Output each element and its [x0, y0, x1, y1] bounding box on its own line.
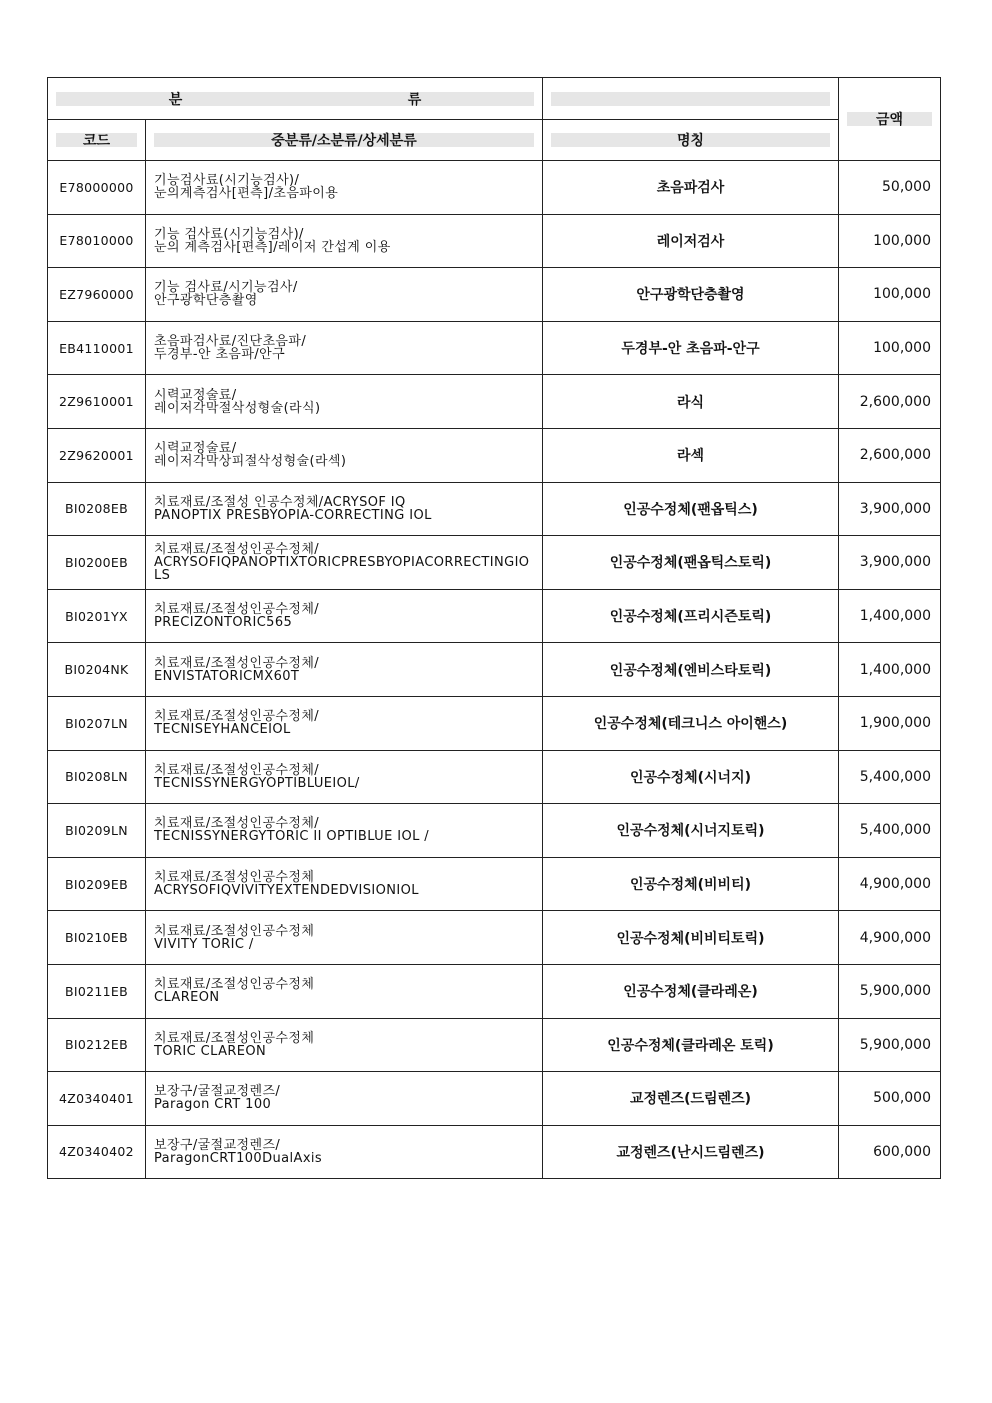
row-category — [146, 375, 543, 429]
header-group-label: 분 류 — [56, 92, 534, 106]
fee-table — [47, 77, 941, 1179]
row-code: 2Z9620001 — [48, 428, 146, 482]
row-category-line1: 치료재료/조절성인공수정체 — [154, 870, 315, 886]
row-category — [146, 536, 543, 590]
row-amount: 4,900,000 — [839, 857, 941, 911]
row-category — [146, 1018, 543, 1072]
table-row — [48, 428, 941, 482]
row-name: 레이저검사 — [543, 214, 839, 268]
row-code: E78010000 — [48, 214, 146, 268]
row-category-line2: PANOPTIX PRESBYOPIA-CORRECTING IOL — [154, 507, 432, 523]
row-category-line1: 보장구/굴절교정렌즈/ — [154, 1137, 281, 1153]
table-row — [48, 857, 941, 911]
row-category-line2: ParagonCRT100DualAxis — [154, 1150, 323, 1166]
row-amount: 1,900,000 — [839, 696, 941, 750]
row-name: 인공수정체(클라레온 토릭) — [543, 1018, 839, 1072]
row-category-line2: ACRYSOFIQVIVITYEXTENDEDVISIONIOL — [154, 883, 419, 899]
header-row-columns — [48, 120, 941, 161]
row-amount: 3,900,000 — [839, 536, 941, 590]
row-category — [146, 857, 543, 911]
row-code: E78000000 — [48, 161, 146, 215]
row-amount: 100,000 — [839, 268, 941, 322]
table-row — [48, 964, 941, 1018]
row-name: 교정렌즈(드림렌즈) — [543, 1072, 839, 1126]
row-amount: 5,400,000 — [839, 750, 941, 804]
row-category-line2: PRECIZONTORIC565 — [154, 615, 293, 631]
row-name: 인공수정체(테크니스 아이핸스) — [543, 696, 839, 750]
row-amount: 3,900,000 — [839, 482, 941, 536]
row-category-line1: 기능 검사료(시기능검사)/ — [154, 226, 304, 242]
row-category-line1: 치료재료/조절성인공수정체 — [154, 1030, 315, 1046]
row-category-line1: 치료재료/조절성인공수정체/ — [154, 762, 320, 778]
table-row — [48, 482, 941, 536]
row-category-line2: TECNISEYHANCEIOL — [154, 722, 291, 738]
row-code: BI0209LN — [48, 804, 146, 858]
header-group-cell — [48, 78, 543, 120]
row-category-line2: ENVISTATORICMX60T — [154, 668, 300, 684]
row-amount: 100,000 — [839, 214, 941, 268]
row-code: 4Z0340402 — [48, 1125, 146, 1179]
row-category — [146, 964, 543, 1018]
row-name: 교정렌즈(난시드림렌즈) — [543, 1125, 839, 1179]
header-row-group — [48, 78, 941, 120]
row-amount: 5,900,000 — [839, 964, 941, 1018]
row-name: 인공수정체(클라레온) — [543, 964, 839, 1018]
row-code: BI0200EB — [48, 536, 146, 590]
row-code: BI0208LN — [48, 750, 146, 804]
row-name: 라섹 — [543, 428, 839, 482]
row-category-line1: 치료재료/조절성인공수정체/ — [154, 541, 320, 557]
row-category-line1: 치료재료/조절성 인공수정체/ACRYSOF IQ — [154, 494, 406, 510]
row-category — [146, 1125, 543, 1179]
row-name: 두경부-안 초음파-안구 — [543, 321, 839, 375]
row-category-line2: 레이저각막상피절삭성형술(라섹) — [154, 454, 347, 470]
row-code: BI0207LN — [48, 696, 146, 750]
row-category — [146, 268, 543, 322]
row-code: 4Z0340401 — [48, 1072, 146, 1126]
row-category — [146, 696, 543, 750]
row-category-line1: 치료재료/조절성인공수정체/ — [154, 602, 320, 618]
row-category-line2: TORIC CLAREON — [154, 1043, 267, 1059]
row-category — [146, 161, 543, 215]
row-name: 인공수정체(비비티) — [543, 857, 839, 911]
row-amount: 500,000 — [839, 1072, 941, 1126]
row-category-line2: TECNISSYNERGYTORIC II OPTIBLUE IOL / — [154, 829, 430, 845]
row-category-line1: 치료재료/조절성인공수정체/ — [154, 709, 320, 725]
row-code: BI0209EB — [48, 857, 146, 911]
table-row — [48, 161, 941, 215]
row-category-line2: Paragon CRT 100 — [154, 1097, 272, 1113]
row-category — [146, 589, 543, 643]
row-name: 인공수정체(엔비스타토릭) — [543, 643, 839, 697]
row-category — [146, 1072, 543, 1126]
row-category-line1: 기능검사료(시기능검사)/ — [154, 173, 300, 189]
row-amount: 2,600,000 — [839, 428, 941, 482]
row-code: BI0204NK — [48, 643, 146, 697]
row-category-line1: 시력교정술료/ — [154, 441, 237, 457]
row-code: EB4110001 — [48, 321, 146, 375]
row-code: BI0212EB — [48, 1018, 146, 1072]
row-amount: 5,400,000 — [839, 804, 941, 858]
header-code-cell — [48, 120, 146, 161]
table-row — [48, 643, 941, 697]
row-category-line2: 눈의 계측검사[편측]/레이저 간섭계 이용 — [154, 239, 391, 255]
header-category-cell — [146, 120, 543, 161]
row-name: 인공수정체(프리시즌토릭) — [543, 589, 839, 643]
row-amount: 600,000 — [839, 1125, 941, 1179]
row-amount: 100,000 — [839, 321, 941, 375]
row-name: 안구광학단층촬영 — [543, 268, 839, 322]
row-code: BI0210EB — [48, 911, 146, 965]
row-code: BI0208EB — [48, 482, 146, 536]
header-name: 명칭 — [551, 133, 830, 147]
row-category-line1: 치료재료/조절성인공수정체/ — [154, 816, 320, 832]
row-category — [146, 482, 543, 536]
header-code: 코드 — [56, 133, 137, 147]
row-category-line2: 눈의계측검사[편측]/초음파이용 — [154, 186, 339, 202]
row-category — [146, 428, 543, 482]
row-category — [146, 804, 543, 858]
row-code: 2Z9610001 — [48, 375, 146, 429]
row-category-line2: TECNISSYNERGYOPTIBLUEIOL/ — [154, 775, 360, 791]
row-category-line1: 초음파검사료/진단초음파/ — [154, 334, 307, 350]
row-category-line1: 치료재료/조절성인공수정체 — [154, 923, 315, 939]
row-code: EZ7960000 — [48, 268, 146, 322]
row-category-line2: 레이저각막절삭성형술(라식) — [154, 400, 321, 416]
row-amount: 5,900,000 — [839, 1018, 941, 1072]
table-row — [48, 375, 941, 429]
table-row — [48, 589, 941, 643]
row-code: BI0201YX — [48, 589, 146, 643]
row-name: 인공수정체(비비티토릭) — [543, 911, 839, 965]
row-amount: 50,000 — [839, 161, 941, 215]
row-code: BI0211EB — [48, 964, 146, 1018]
row-category-line1: 치료재료/조절성인공수정체 — [154, 977, 315, 993]
row-category — [146, 643, 543, 697]
table-row — [48, 1018, 941, 1072]
row-category-line1: 시력교정술료/ — [154, 387, 237, 403]
row-category-line2: CLAREON — [154, 990, 220, 1006]
row-category-line1: 보장구/굴절교정렌즈/ — [154, 1084, 281, 1100]
table-row — [48, 214, 941, 268]
row-name: 인공수정체(팬옵틱스토릭) — [543, 536, 839, 590]
header-blank-cell — [543, 78, 839, 120]
row-category-line1: 치료재료/조절성인공수정체/ — [154, 655, 320, 671]
row-name: 인공수정체(시너지) — [543, 750, 839, 804]
table-row — [48, 804, 941, 858]
row-amount: 2,600,000 — [839, 375, 941, 429]
row-category-line1: 기능 검사료/시기능검사/ — [154, 280, 298, 296]
row-name: 인공수정체(팬옵틱스) — [543, 482, 839, 536]
table-row — [48, 1125, 941, 1179]
row-category-line2: 두경부-안 초음파/안구 — [154, 347, 286, 363]
table-row — [48, 268, 941, 322]
table-row — [48, 321, 941, 375]
row-name: 인공수정체(시너지토릭) — [543, 804, 839, 858]
header-amount-cell — [839, 78, 941, 161]
row-name: 라식 — [543, 375, 839, 429]
table-row — [48, 1072, 941, 1126]
table-row — [48, 911, 941, 965]
row-amount: 1,400,000 — [839, 589, 941, 643]
header-name-cell — [543, 120, 839, 161]
header-category: 중분류/소분류/상세분류 — [154, 133, 534, 147]
row-category — [146, 750, 543, 804]
row-category — [146, 321, 543, 375]
row-amount: 1,400,000 — [839, 643, 941, 697]
row-category — [146, 911, 543, 965]
row-category-line2: ACRYSOFIQPANOPTIXTORICPRESBYOPIACORRECTINGIOLS — [154, 554, 530, 583]
row-category-line2: VIVITY TORIC / — [154, 936, 254, 952]
row-category-line2: 안구광학단층촬영 — [154, 293, 258, 309]
table-row — [48, 750, 941, 804]
table-row — [48, 536, 941, 590]
row-amount: 4,900,000 — [839, 911, 941, 965]
row-category — [146, 214, 543, 268]
table-row — [48, 696, 941, 750]
row-name: 초음파검사 — [543, 161, 839, 215]
header-amount: 금액 — [847, 112, 932, 126]
